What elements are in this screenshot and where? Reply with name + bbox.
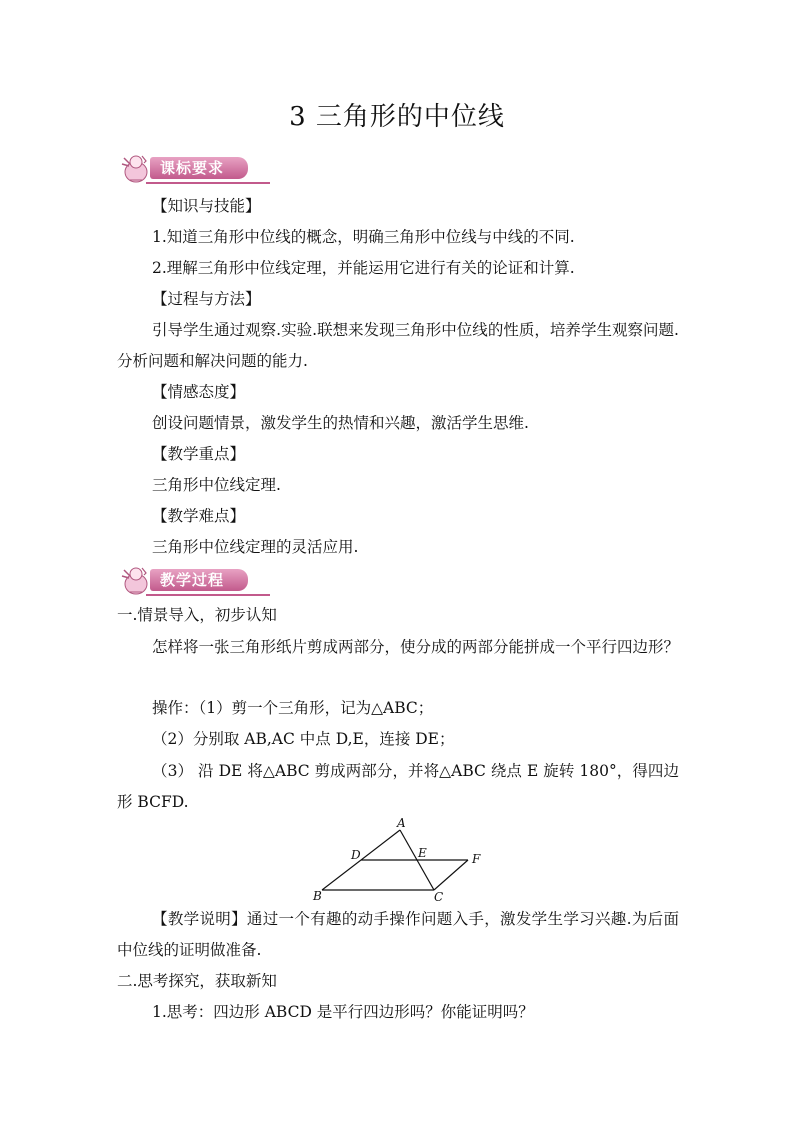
think-question: 1.思考：四边形 ABCD 是平行四边形吗？你能证明吗？ xyxy=(152,1003,534,1021)
knowledge-heading: 【知识与技能】 xyxy=(152,197,261,215)
segment-FC xyxy=(434,860,468,890)
operation-step-3: （3） 沿 DE 将△ABC 剪成两部分，并将△ABC 绕点 E 旋转 180°，得四边形 BCFD. xyxy=(117,762,679,811)
knowledge-item-1: 1.知道三角形中位线的概念，明确三角形中位线与中线的不同. xyxy=(152,228,575,246)
teaching-note-paragraph: 【教学说明】通过一个有趣的动手操作问题入手，激发学生学习兴趣.为后面中位线的证明做准备. xyxy=(117,910,679,959)
knowledge-item-2: 2.理解三角形中位线定理，并能运用它进行有关的论证和计算. xyxy=(152,259,575,277)
page-title: 3 三角形的中位线 xyxy=(289,102,505,132)
operation-step-2: （2）分别取 AB,AC 中点 D,E，连接 DE； xyxy=(152,730,455,748)
label-F: F xyxy=(472,852,481,866)
section-badge-label: 教学过程 xyxy=(160,571,225,589)
method-paragraph: 引导学生通过观察.实验.联想来发现三角形中位线的性质，培养学生观察问题.分析问题和解决问题的能力. xyxy=(117,321,679,370)
label-E: E xyxy=(418,846,427,860)
section-underline xyxy=(146,594,270,596)
difficulty-text: 三角形中位线定理的灵活应用. xyxy=(152,538,359,556)
key-point-text: 三角形中位线定理. xyxy=(152,476,281,494)
difficulty-heading: 【教学难点】 xyxy=(152,507,246,525)
question-paragraph: 怎样将一张三角形纸片剪成两部分，使分成的两部分能拼成一个平行四边形？ xyxy=(152,638,680,656)
fairy-icon xyxy=(116,564,154,598)
label-D: D xyxy=(351,848,361,862)
section-underline xyxy=(146,182,270,184)
section-header-requirements xyxy=(116,152,256,186)
triangle-midline-figure xyxy=(300,818,500,902)
emotion-text: 创设问题情景，激发学生的热情和兴趣，激活学生思维. xyxy=(152,414,529,432)
section-badge-label: 课标要求 xyxy=(160,159,225,177)
part-1-heading: 一.情景导入，初步认知 xyxy=(117,606,277,624)
fairy-icon xyxy=(116,152,154,186)
label-C: C xyxy=(434,890,444,902)
part-2-heading: 二.思考探究，获取新知 xyxy=(117,972,277,990)
key-point-heading: 【教学重点】 xyxy=(152,445,246,463)
method-heading: 【过程与方法】 xyxy=(152,290,261,308)
label-B: B xyxy=(313,889,322,902)
section-header-process xyxy=(116,564,256,598)
label-A: A xyxy=(397,818,406,830)
operation-step-1: 操作：（1）剪一个三角形，记为△ABC； xyxy=(152,699,434,717)
emotion-heading: 【情感态度】 xyxy=(152,383,246,401)
